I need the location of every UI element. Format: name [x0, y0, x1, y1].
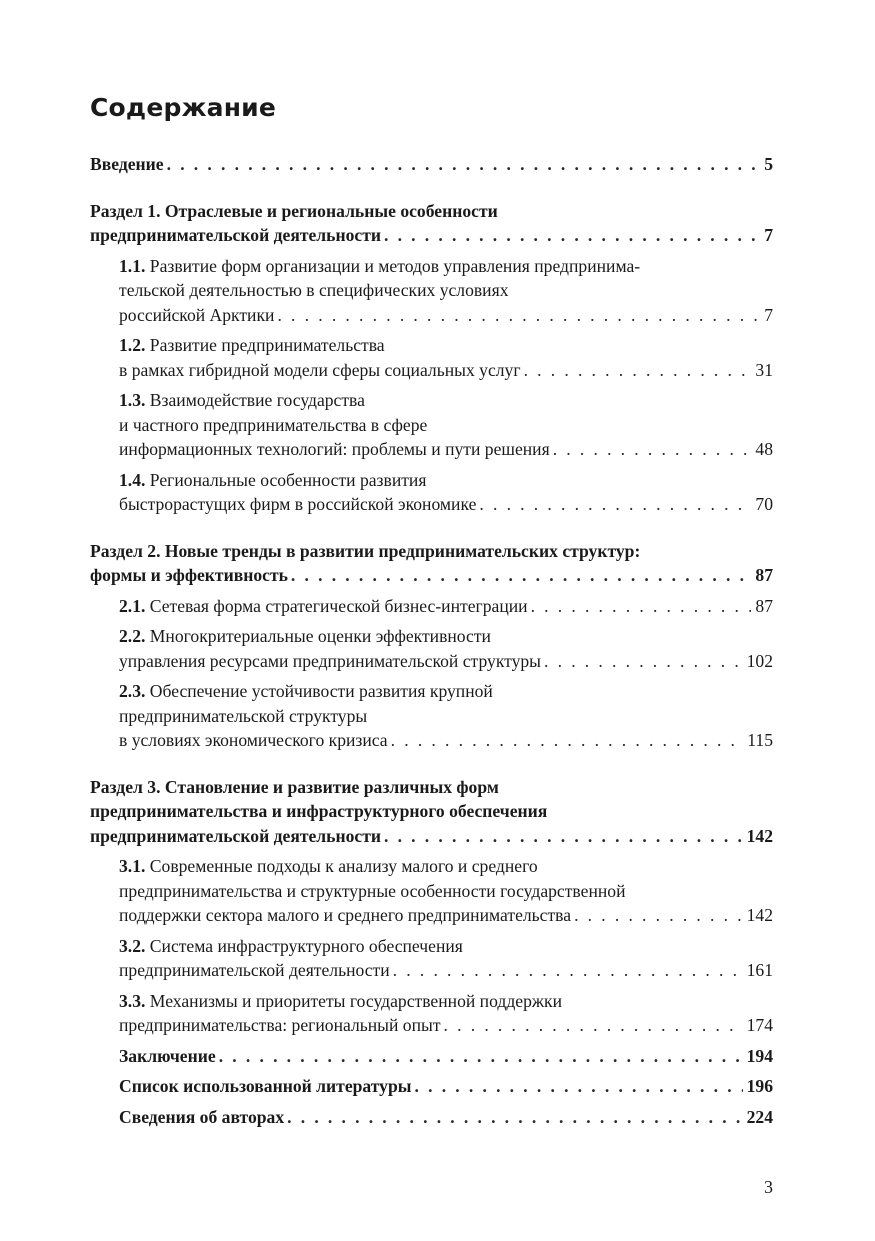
toc-leader-dots: [553, 437, 752, 462]
toc-entry-text: Взаимодействие государства: [145, 390, 365, 410]
toc-leader-dots: [444, 1013, 743, 1038]
toc-subsection-entry: [119, 333, 773, 382]
toc-page-number: 224: [746, 1106, 773, 1127]
toc-entry-line: [119, 903, 773, 928]
toc-entry-line: [119, 254, 773, 279]
toc-entry-line: [119, 934, 773, 959]
toc-entry-line: [90, 152, 773, 177]
toc-entry-text: предпринимательской деятельности: [90, 225, 381, 245]
toc-subsection-entry: [119, 468, 773, 517]
toc-page-number: 161: [746, 960, 773, 980]
toc-page-number: 196: [746, 1076, 773, 1096]
toc-page-number: 194: [746, 1045, 773, 1066]
toc-leader-dots: [219, 1044, 743, 1069]
toc-entry-text: Сетевая форма стратегической бизнес-интеграции: [145, 595, 528, 616]
toc-entry-text: формы и эффективность: [90, 565, 288, 585]
toc-entry-line: [119, 437, 773, 462]
toc-entry-line: [119, 594, 773, 619]
toc-entry-line: [90, 223, 773, 248]
toc-leader-dots: [391, 728, 744, 753]
toc-entry-number: 3.3.: [119, 990, 146, 1011]
toc-entry-number: 3.1.: [119, 856, 146, 876]
toc-subsection-entry: [119, 934, 773, 983]
toc-entry-line: [119, 1105, 773, 1130]
toc-entry-line: [119, 1013, 773, 1038]
toc-leader-dots: [277, 303, 760, 328]
toc-leader-dots: [479, 492, 751, 517]
toc-entry-text: Многокритериальные оценки эффективности: [145, 626, 491, 646]
toc-entry-line: [119, 989, 773, 1014]
toc-page-number: 142: [746, 825, 773, 846]
toc-subsection-entry: [119, 1044, 773, 1069]
toc-entry-text: и частного предпринимательства в сфере: [119, 414, 428, 435]
toc-entry-text: Сведения об авторах: [119, 1106, 285, 1127]
toc-entry-line: [119, 1044, 773, 1069]
toc-entry-number: 1.3.: [119, 390, 146, 410]
toc-entry-line: [119, 958, 773, 983]
toc-entry-line: [119, 879, 773, 904]
page-number: 3: [764, 1177, 773, 1197]
toc-entry-text: Современные подходы к анализу малого и среднего: [145, 856, 538, 876]
page-title: Содержание: [90, 93, 277, 122]
toc-subsection-entry: [119, 254, 773, 328]
toc-page-number: 87: [755, 565, 773, 585]
toc-entry-text: Механизмы и приоритеты государственной поддержки: [145, 990, 563, 1011]
toc-entry-text: в условиях экономического кризиса: [119, 730, 388, 750]
toc-entry-number: 2.3.: [119, 681, 146, 701]
toc-entry-text: предпринимательской структуры: [119, 705, 368, 726]
toc-entry-number: 2.1.: [119, 595, 146, 616]
toc-section-entry: [90, 539, 773, 588]
toc-entry-line: [119, 278, 773, 303]
table-of-contents: [90, 152, 773, 1129]
toc-page-number: 7: [764, 225, 773, 245]
toc-entry-text: предпринимательства: региональный опыт: [119, 1015, 441, 1035]
toc-subsection-entry: [119, 1074, 773, 1099]
toc-page-number: 102: [746, 650, 773, 671]
toc-entry-text: Обеспечение устойчивости развития крупной: [145, 681, 493, 701]
toc-leader-dots: [287, 1105, 742, 1130]
toc-entry-text: поддержки сектора малого и среднего предпринимательства: [119, 905, 572, 925]
toc-page-number: 7: [764, 304, 773, 325]
toc-entry-line: [119, 728, 773, 753]
toc-subsection-entry: [119, 854, 773, 928]
toc-entry-text: Список использованной литературы: [119, 1076, 412, 1096]
toc-entry-text: Раздел 1. Отраслевые и региональные особенности: [90, 200, 498, 221]
toc-page-number: 174: [746, 1015, 773, 1035]
toc-entry-line: [119, 1074, 773, 1099]
toc-entry-line: [119, 704, 773, 729]
toc-entry-text: Раздел 3. Становление и развитие различных форм: [90, 776, 499, 797]
toc-entry-line: [119, 468, 773, 493]
toc-entry-line: [119, 624, 773, 649]
toc-leader-dots: [393, 958, 743, 983]
toc-entry-text: предпринимательской деятельности: [90, 825, 381, 846]
toc-page-number: 48: [755, 439, 773, 459]
toc-entry-line: [119, 679, 773, 704]
toc-section-entry: [90, 775, 773, 849]
toc-leader-dots: [291, 563, 752, 588]
toc-leader-dots: [415, 1074, 743, 1099]
toc-leader-dots: [574, 903, 743, 928]
toc-entry-number: 1.1.: [119, 255, 146, 276]
toc-entry-text: Введение: [90, 154, 164, 174]
toc-leader-dots: [167, 152, 761, 177]
toc-page-number: 87: [755, 595, 773, 616]
toc-subsection-entry: [119, 1105, 773, 1130]
toc-entry-line: [119, 492, 773, 517]
toc-entry-text: Развитие форм организации и методов управления предпринима-: [145, 255, 641, 276]
toc-leader-dots: [384, 223, 760, 248]
toc-entry-line: [119, 333, 773, 358]
toc-entry-number: 1.4.: [119, 469, 146, 490]
toc-entry-line: [90, 824, 773, 849]
toc-entry-number: 3.2.: [119, 935, 146, 956]
toc-entry-line: [90, 199, 773, 224]
toc-entry-line: [119, 303, 773, 328]
toc-page-number: 70: [755, 494, 773, 514]
toc-leader-dots: [544, 649, 743, 674]
toc-entry-text: предпринимательства и инфраструктурного обеспечения: [90, 801, 548, 821]
toc-entry-line: [119, 388, 773, 413]
toc-entry-number: 1.2.: [119, 335, 146, 355]
toc-page-number: 31: [755, 359, 773, 380]
toc-entry-text: быстрорастущих фирм в российской экономике: [119, 494, 477, 514]
toc-entry-line: [90, 799, 773, 824]
toc-entry-text: Раздел 2. Новые тренды в развитии предпринимательских структур:: [90, 540, 641, 561]
toc-leader-dots: [524, 358, 752, 383]
toc-entry-line: [90, 539, 773, 564]
toc-leader-dots: [384, 824, 743, 849]
toc-entry-line: [119, 854, 773, 879]
toc-page-number: 5: [764, 154, 773, 174]
toc-entry-line: [90, 563, 773, 588]
toc-entry-text: Развитие предпринимательства: [145, 335, 385, 355]
toc-entry-text: предпринимательства и структурные особенности государственной: [119, 880, 626, 901]
toc-subsection-entry: [119, 679, 773, 753]
toc-entry-text: Заключение: [119, 1045, 216, 1066]
toc-entry-text: информационных технологий: проблемы и пути решения: [119, 439, 550, 459]
toc-subsection-entry: [119, 594, 773, 619]
toc-page-number: 115: [747, 730, 773, 750]
toc-entry-text: Система инфраструктурного обеспечения: [145, 935, 463, 956]
toc-entry-text: тельской деятельностью в специфических условиях: [119, 280, 509, 300]
toc-leader-dots: [531, 594, 752, 619]
toc-entry-text: российской Арктики: [119, 304, 275, 325]
toc-section-entry: [90, 199, 773, 248]
toc-section-entry: [90, 152, 773, 177]
toc-entry-text: предпринимательской деятельности: [119, 960, 390, 980]
toc-entry-line: [119, 413, 773, 438]
toc-entry-text: управления ресурсами предпринимательской структуры: [119, 650, 542, 671]
toc-entry-text: Региональные особенности развития: [145, 469, 427, 490]
toc-entry-line: [90, 775, 773, 800]
toc-entry-line: [119, 358, 773, 383]
toc-entry-text: в рамках гибридной модели сферы социальных услуг: [119, 359, 521, 380]
toc-entry-line: [119, 649, 773, 674]
toc-entry-number: 2.2.: [119, 626, 146, 646]
toc-page-number: 142: [746, 905, 773, 925]
toc-subsection-entry: [119, 989, 773, 1038]
toc-subsection-entry: [119, 624, 773, 673]
toc-subsection-entry: [119, 388, 773, 462]
